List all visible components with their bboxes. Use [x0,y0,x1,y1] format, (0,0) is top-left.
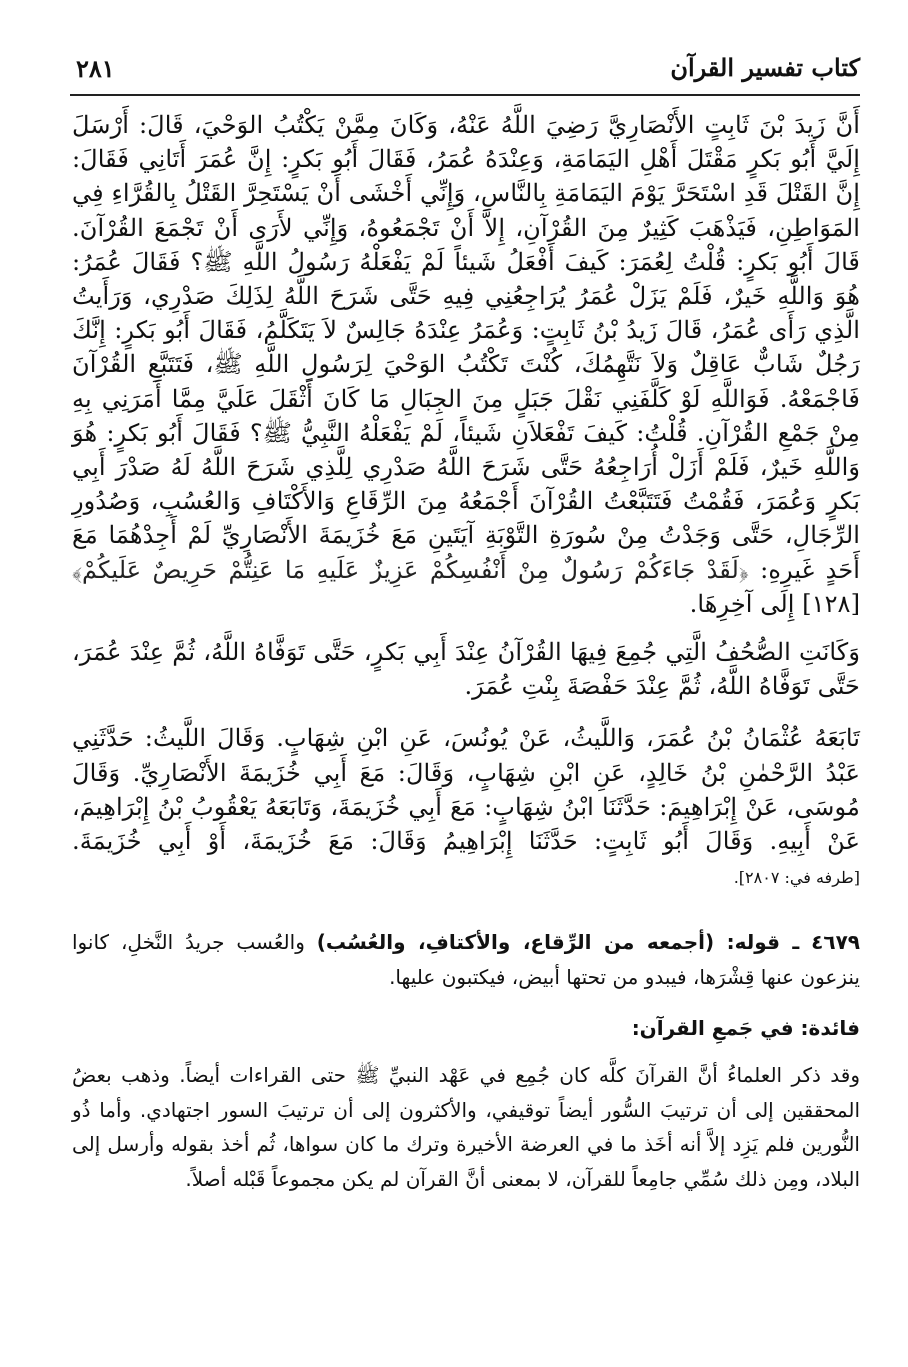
main-text [72,108,860,1196]
hadith-text: أَنَّ زَيدَ بْنَ ثَابِتٍ الأَنْصَارِيَّ رَضِيَ اللَّهُ عَنْهُ، وَكَانَ مِمَّنْ يَكْتُبُ الوَحْيَ، قَالَ: أَرْسَلَ إِلَيَّ أَبُو بَكرٍ مَقْتَلَ أَهْلِ اليَمَامَةِ، وَعِنْدَهُ عُمَرُ، فَقَالَ أَبُو بَكرٍ: إِنَّ عُمَرَ أَتَانِي فَقَالَ: إِنَّ القَتْلَ قَدِ اسْتَحَرَّ يَوْمَ اليَمَامَةِ بِالنَّاسِ، وَإِنِّي أَخْشَى أَنْ يَسْتَحِرَّ القَتْلُ بِالقُرَّاءِ فِي المَوَاطِنِ، فَيَذْهَبَ كَثِيرٌ مِنَ القُرْآنِ، إِلاَّ أَنْ تَجْمَعُوهُ، وَإِنِّي لأَرَى أَنْ تَجْمَعَ القُرْآنَ. قَالَ أَبُو بَكرٍ: قُلْتُ لِعُمَرَ: كَيفَ أَفْعَلُ شَيئاً لَمْ يَفْعَلْهُ رَسُولُ اللَّهِ ﷺ؟ فَقَالَ عُمَرُ: هُوَ وَاللَّهِ خَيرٌ، فَلَمْ يَزَلْ عُمَرُ يُرَاجِعُنِي فِيهِ حَتَّى شَرَحَ اللَّهُ لِذَلِكَ صَدْرِي، وَرَأَيتُ الَّذِي رَأَى عُمَرُ، قَالَ زَيدُ بْنُ ثَابِتٍ: وَعُمَرُ عِنْدَهُ جَالِسٌ لاَ يَتَكَلَّمُ، فَقَالَ أَبُو بَكرٍ: إِنَّكَ رَجُلٌ شَابٌّ عَاقِلٌ وَلاَ نَتَّهِمُكَ، كُنْتَ تَكْتُبُ الوَحْيَ لِرَسُولِ اللَّهِ ﷺ، فَتَتَبَّعِ القُرْآنَ فَاجْمَعْهُ. فَوَاللَّهِ لَوْ كَلَّفَنِي نَقْلَ جَبَلٍ مِنَ الجِبَالِ مَا كَانَ أَثْقَلَ عَلَيَّ مِمَّا أَمَرَنِي بِهِ مِنْ جَمْعِ القُرْآنِ. قُلْتُ: كَيفَ تَفْعَلاَنِ شَيئاً، لَمْ يَفْعَلْهُ النَّبِيُّ ﷺ؟ فَقَالَ أَبُو بَكرٍ: هُوَ وَاللَّهِ خَيرٌ، فَلَمْ أَزَلْ أُرَاجِعُهُ حَتَّى شَرَحَ اللَّهُ صَدْرِي لِلَّذِي شَرَحَ اللَّهُ لَهُ صَدْرَ أَبِي بَكرٍ وَعُمَرَ، فَقُمْتُ فَتَتَبَّعْتُ القُرْآنَ أَجْمَعُهُ مِنَ الرِّقَاعِ وَالأَكْتَافِ وَالعُسُبِ، وَصُدُورِ الرِّجَالِ، حَتَّى وَجَدْتُ مِنْ سُورَةِ التَّوْبَةِ آيَتَينِ مَعَ خُزَيمَةَ الأَنْصَارِيِّ لَمْ أَجِدْهُمَا مَعَ أَحَدٍ غَيرِهِ: [72,111,860,584]
quran-verse: ﴿لَقَدْ جَاءَكُمْ رَسُولٌ مِنْ أَنْفُسِكُمْ عَزِيزٌ عَلَيهِ مَا عَنِتُّمْ حَرِيصٌ عَلَيكُمْ﴾ [72,555,749,584]
spacer [72,621,860,635]
spacer [72,994,860,1012]
spacer [72,1044,860,1058]
header-divider [70,94,860,96]
page-number: ٢٨١ [76,54,115,83]
book-title: كتاب تفسير القرآن [670,53,860,82]
hadith-paragraph-1 [72,108,860,621]
page-header [70,40,860,96]
commentary-text: والعُسب جريدُ النَّخلِ، كانوا ينزعون عنها قِشْرَها، فيبدو من تحتها أبيض، فيكتبون عليها. [72,930,860,989]
spacer [72,895,860,925]
hadith-paragraph-3 [72,721,860,895]
commentary-paragraph [72,925,860,994]
commentary-intro: ـ قوله: [714,930,800,955]
benefit-paragraph: وقد ذكر العلماءُ أنَّ القرآنَ كلَّه كان جُمِع في عَهْد النبيِّ ﷺ حتى القراءات أيضاً. وذهب بعضُ المحققين إلى أن ترتيبَ السُّور أيضاً توقيفي، والأكثرون إلى أن ترتيبَ السور اجتهادي. وأما ذُو النُّورين فلم يَزِد إلاَّ أنه أخَذ ما في العرضة الأخيرة وترك ما كان سواها، ثُم أخذ بقوله وأرسل إلى البلاد، ومِن ذلك سُمِّي جامِعاً للقرآن، لا بمعنى أنَّ القرآن لم يكن مجموعاً قَبْله أصلاً. [72,1063,860,1191]
spacer [72,703,860,721]
commentary-quote: (أجمعه من الرِّقاع، والأكتافِ، والعُسُب) [316,930,715,955]
hadith-paragraph-2: وَكَانَتِ الصُّحُفُ الَّتِي جُمِعَ فِيهَا القُرْآنُ عِنْدَ أَبِي بَكرٍ، حَتَّى تَوَفَّاهُ اللَّهُ، ثُمَّ عِنْدَ عُمَرَ، حَتَّى تَوَفَّاهُ اللَّهُ، ثُمَّ عِنْدَ حَفْصَةَ بِنْتِ عُمَرَ. [72,638,860,701]
benefit-title: فائدة: في جَمعِ القرآن: [631,1016,860,1041]
hadith-number: ٤٦٧٩ [811,930,860,955]
chain-text: تَابَعَهُ عُثْمَانُ بْنُ عُمَرَ، وَاللَّيثُ، عَنْ يُونُسَ، عَنِ ابْنِ شِهَابٍ. وَقَالَ اللَّيثُ: حَدَّثَنِي عَبْدُ الرَّحْمٰنِ بْنُ خَالِدٍ، عَنِ ابْنِ شِهَابٍ، وَقَالَ: مَعَ أَبِي خُزَيمَةَ الأَنْصَارِيِّ. وَقَالَ مُوسَى، عَنْ إِبْرَاهِيمَ: حَدَّثَنَا ابْنُ شِهَابٍ: مَعَ أَبِي خُزَيمَةَ، وَتَابَعَهُ يَعْقُوبُ بْنُ إِبْرَاهِيمَ، عَنْ أَبِيهِ. وَقَالَ أَبُو ثَابِتٍ: حَدَّثَنَا إِبْرَاهِيمُ وَقَالَ: مَعَ خُزَيمَةَ، أَوْ أَبِي خُزَيمَةَ. [72,724,860,856]
verse-reference: [١٢٨] إِلَى آخِرِهَا. [689,589,860,618]
cross-reference: [طرفه في: ٢٨٠٧]. [733,868,860,888]
